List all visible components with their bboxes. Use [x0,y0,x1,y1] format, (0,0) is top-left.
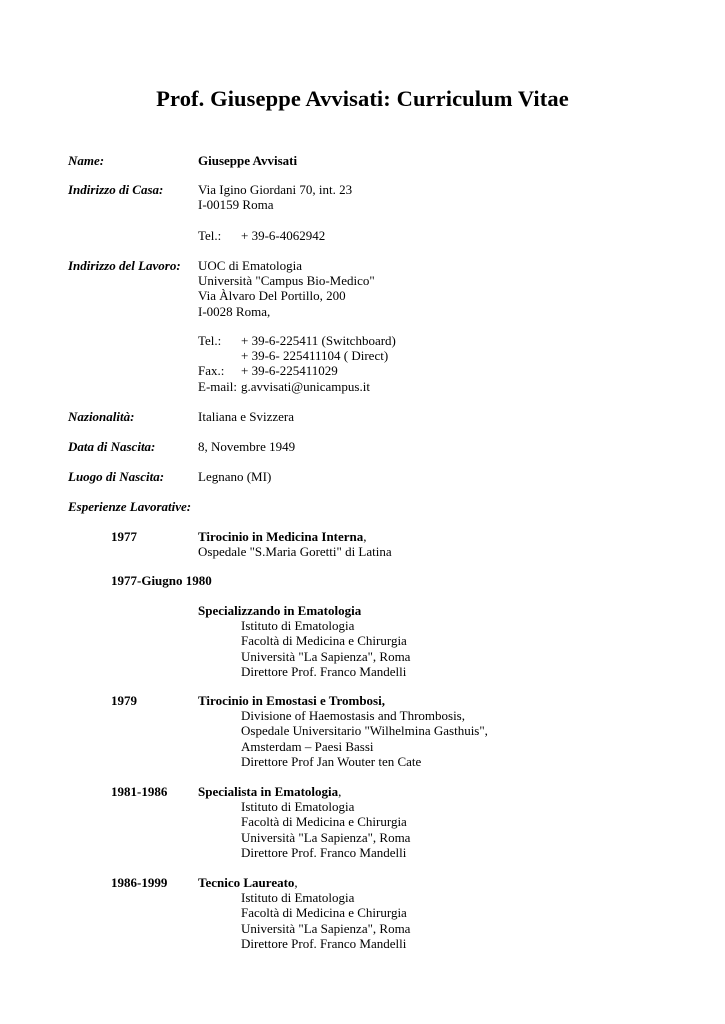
birth-place-value: Legnano (MI) [198,469,272,484]
experience-line: Direttore Prof Jan Wouter ten Cate [241,753,422,769]
experience-line: Divisione of Haemostasis and Thrombosis, [241,708,465,724]
home-tel-value: + 39-6-4062942 [241,228,326,243]
experience-line: Direttore Prof. Franco Mandelli [241,935,407,951]
experience-title-suffix: , [363,529,367,544]
experience-year: 1981-1986 [111,784,168,799]
experience-line: Amsterdam – Paesi Bassi [241,738,374,754]
experience-line: Università "La Sapienza", Roma [241,920,411,936]
experience-line: Università "La Sapienza", Roma [241,829,411,845]
experience-title: Specializzando in Ematologia [198,603,362,618]
work-tel-direct: + 39-6- 225411104 ( Direct) [241,348,389,364]
experience-title: Tecnico Laureato [198,875,295,890]
home-address-line: I-00159 Roma [198,197,274,213]
experience-lines [241,890,410,951]
experience-heading: Esperienze Lavorative: [68,499,192,514]
nationality-value: Italiana e Svizzera [198,409,294,424]
experience-line: Ospedale Universitario "Wilhelmina Gasthuis", [241,723,488,739]
document-title: Prof. Giuseppe Avvisati: Curriculum Vitae [156,86,569,111]
experience-title: Tirocinio in Medicina Interna [198,529,364,544]
experience-year: 1986-1999 [111,875,168,890]
experience-line: Facoltà di Medicina e Chirurgia [241,905,407,921]
nationality-label: Nazionalità: [68,409,135,424]
experience-year: 1977-Giugno 1980 [111,573,212,588]
work-address-label: Indirizzo del Lavoro: [68,258,181,273]
experience-line: Facoltà di Medicina e Chirurgia [241,633,407,649]
home-address-value [198,182,352,212]
work-fax-label: Fax.: [198,363,225,379]
birth-date-label: Data di Nascita: [68,439,156,454]
work-address-line: Via Àlvaro Del Portillo, 200 [198,288,346,304]
work-address-value [198,258,375,319]
experience-line: Università "La Sapienza", Roma [241,648,411,664]
work-fax-value: + 39-6-225411029 [241,363,338,379]
name-value: Giuseppe Avvisati [198,153,298,168]
experience-line: Direttore Prof. Franco Mandelli [241,663,407,679]
experience-line: Direttore Prof. Franco Mandelli [241,844,407,860]
birth-place-label: Luogo di Nascita: [68,469,165,484]
home-address-line: Via Igino Giordani 70, int. 23 [198,182,353,197]
work-address-line: Università "Campus Bio-Medico" [198,273,375,289]
work-address-line: I-0028 Roma, [198,303,271,319]
work-email-label: E-mail: [198,378,237,394]
work-address-line: UOC di Ematologia [198,258,302,273]
experience-title-suffix: , [338,784,342,799]
experience-title-suffix: , [294,875,298,890]
experience-line: Istituto di Ematologia [241,618,355,634]
birth-date-value: 8, Novembre 1949 [198,439,296,454]
experience-title: Tirocinio in Emostasi e Trombosi, [198,693,385,708]
experience-detail [198,529,392,559]
work-tel-label: Tel.: [198,333,222,348]
experience-line: Ospedale "S.Maria Goretti" di Latina [198,544,392,560]
name-label: Name: [68,153,105,168]
experience-lines [241,799,410,860]
home-address-label: Indirizzo di Casa: [68,182,164,197]
experience-line: Istituto di Ematologia [241,890,355,906]
experience-year: 1977 [111,529,137,544]
work-email-value[interactable]: g.avvisati@unicampus.it [241,378,370,394]
experience-line: Istituto di Ematologia [241,799,355,815]
experience-lines [241,618,410,679]
experience-line: Facoltà di Medicina e Chirurgia [241,814,407,830]
experience-lines [241,708,488,769]
work-tel-switchboard: + 39-6-225411 (Switchboard) [241,333,396,348]
home-tel-label: Tel.: [198,228,222,243]
experience-year: 1979 [111,693,137,708]
experience-title: Specialista in Ematologia [198,784,339,799]
